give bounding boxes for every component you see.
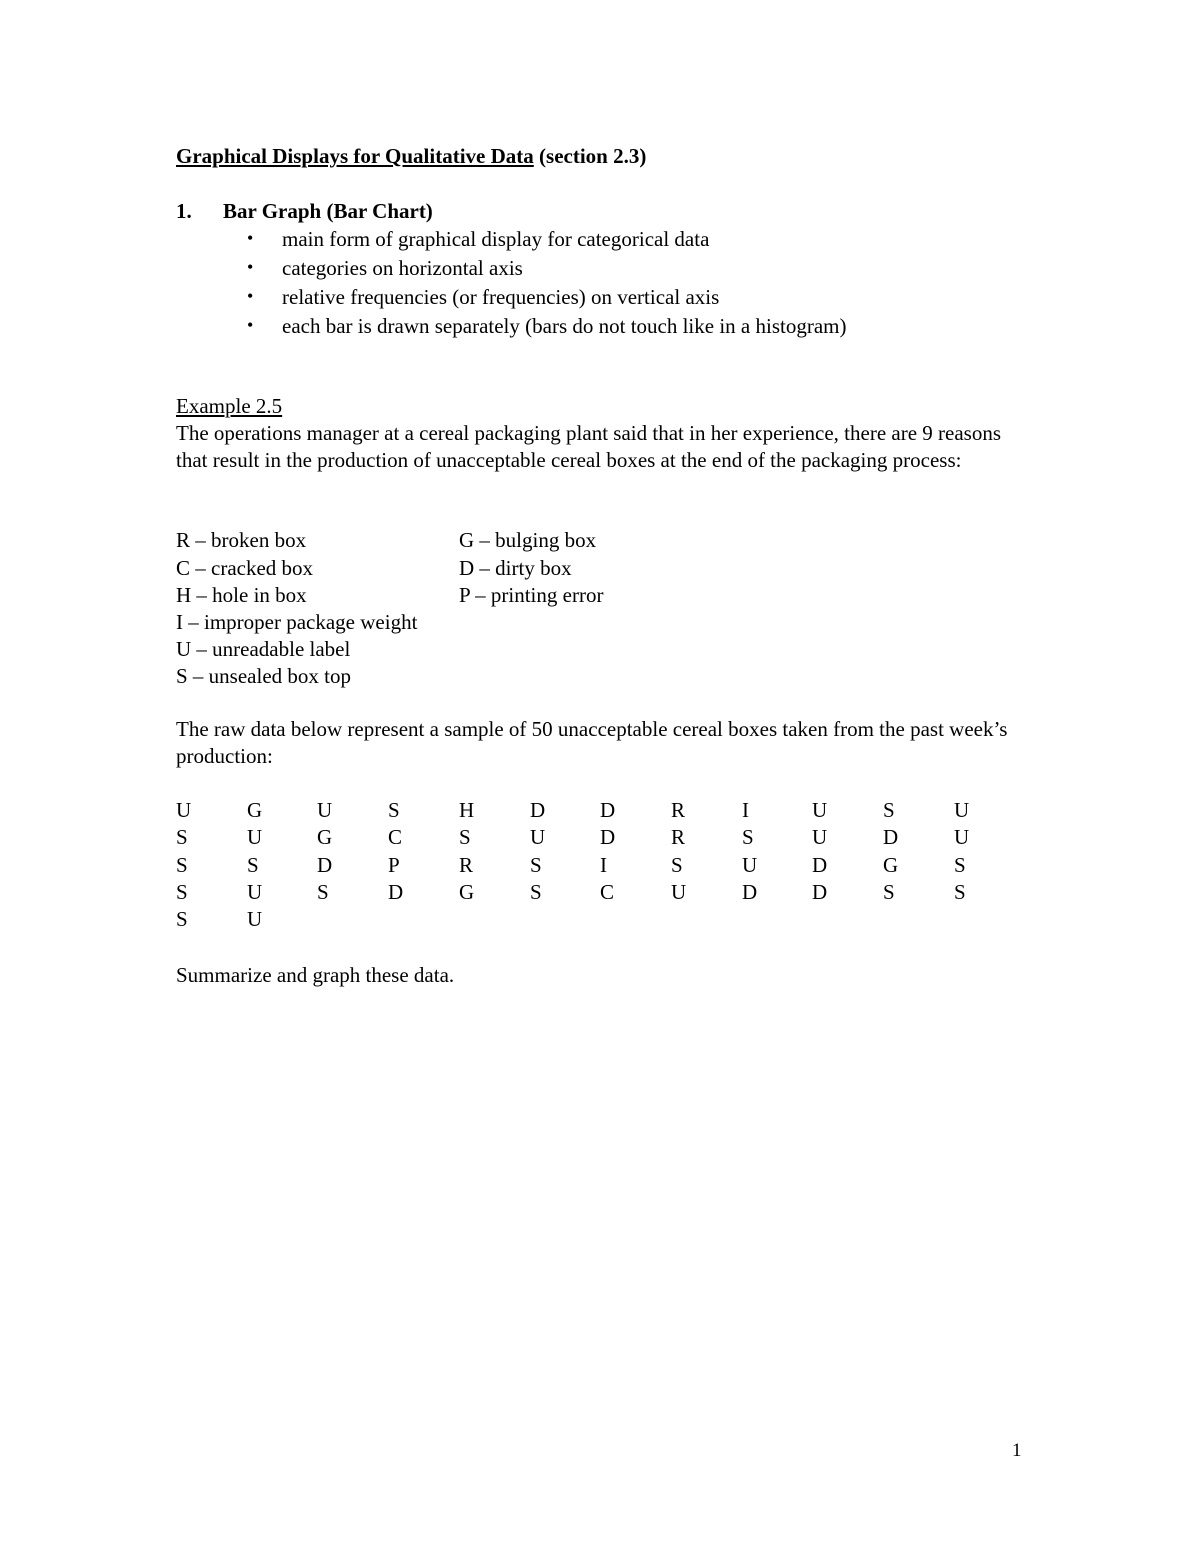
bullet-list	[247, 229, 846, 345]
page-title	[176, 146, 646, 167]
raw-data-cell: I	[600, 853, 607, 877]
title-text: Graphical Displays for Qualitative Data	[176, 144, 534, 168]
raw-data-cell: S	[317, 880, 329, 904]
bullet-text: categories on horizontal axis	[282, 256, 523, 280]
example-title: Example 2.5	[176, 394, 283, 418]
raw-data-cell: U	[812, 825, 828, 849]
raw-data-cell: S	[176, 907, 188, 931]
raw-data-cell: H	[459, 798, 475, 822]
raw-data-cell: I	[742, 798, 749, 822]
code-right: G – bulging box	[459, 528, 597, 552]
raw-data-cell: P	[388, 853, 400, 877]
raw-data-cell: U	[954, 825, 970, 849]
raw-data-cell: S	[883, 798, 895, 822]
raw-data-cell: G	[247, 798, 263, 822]
raw-data-cell: G	[459, 880, 475, 904]
raw-data-cell: D	[600, 825, 616, 849]
raw-data-cell: D	[812, 880, 828, 904]
raw-data-cell: G	[317, 825, 333, 849]
code-left: I – improper package weight	[176, 610, 418, 634]
raw-data-cell: U	[317, 798, 333, 822]
raw-data-cell: S	[530, 853, 542, 877]
code-right: D – dirty box	[459, 556, 572, 580]
title-section: (section 2.3)	[533, 144, 647, 168]
raw-data-cell: U	[530, 825, 546, 849]
raw-data-cell: R	[671, 798, 686, 822]
code-left: C – cracked box	[176, 556, 314, 580]
bullet-text: relative frequencies (or frequencies) on vertical axis	[282, 285, 720, 309]
raw-data-cell: U	[812, 798, 828, 822]
raw-data-cell: S	[176, 853, 188, 877]
task-text: Summarize and graph these data.	[176, 963, 455, 987]
code-left: R – broken box	[176, 528, 307, 552]
raw-data-cell: D	[812, 853, 828, 877]
bullet-text: main form of graphical display for categorical data	[282, 227, 710, 251]
raw-data-cell: U	[671, 880, 687, 904]
raw-data-cell: R	[671, 825, 686, 849]
raw-data-cell: S	[954, 880, 966, 904]
raw-data-cell: U	[247, 907, 263, 931]
raw-data-cell: S	[742, 825, 754, 849]
raw-data-cell: U	[742, 853, 758, 877]
raw-data-cell: C	[388, 825, 403, 849]
raw-data-cell: S	[176, 880, 188, 904]
bullet-item	[247, 258, 846, 287]
bullet-icon: •	[247, 315, 254, 335]
raw-data-cell: S	[176, 825, 188, 849]
raw-data-cell: D	[530, 798, 546, 822]
raw-data-cell: U	[954, 798, 970, 822]
code-right: P – printing error	[459, 583, 604, 607]
raw-data-cell: S	[388, 798, 400, 822]
bullet-icon: •	[247, 286, 254, 306]
raw-data-cell: S	[247, 853, 259, 877]
raw-data-cell: S	[954, 853, 966, 877]
raw-data-cell: U	[247, 825, 263, 849]
raw-data-cell: D	[388, 880, 404, 904]
code-left: U – unreadable label	[176, 637, 351, 661]
raw-data-cell: S	[883, 880, 895, 904]
code-left: H – hole in box	[176, 583, 307, 607]
raw-data-cell: C	[600, 880, 615, 904]
raw-data-cell: D	[883, 825, 899, 849]
example-intro: The operations manager at a cereal packaging plant said that in her experience, there are 9 reasons that result in the production of unacceptable cereal boxes at the end of the packaging process:	[176, 421, 1002, 472]
raw-data-intro: The raw data below represent a sample of 50 unacceptable cereal boxes taken from the past week’s production:	[176, 717, 1008, 768]
raw-data-cell: D	[600, 798, 616, 822]
item-number: 1.	[176, 199, 192, 223]
raw-data-cell: U	[247, 880, 263, 904]
item-title: Bar Graph (Bar Chart)	[223, 199, 433, 223]
raw-data-cell: U	[176, 798, 192, 822]
raw-data-cell: S	[530, 880, 542, 904]
raw-data-cell: D	[742, 880, 758, 904]
raw-data-cell: G	[883, 853, 899, 877]
bullet-text: each bar is drawn separately (bars do not touch like in a histogram)	[282, 314, 847, 338]
bullet-item	[247, 316, 846, 345]
page-number: 1	[1012, 1440, 1022, 1461]
bullet-icon: •	[247, 257, 254, 277]
code-left: S – unsealed box top	[176, 664, 351, 688]
raw-data-cell: S	[671, 853, 683, 877]
raw-data-cell: S	[459, 825, 471, 849]
raw-data-cell: R	[459, 853, 474, 877]
bullet-icon: •	[247, 228, 254, 248]
raw-data-cell: D	[317, 853, 333, 877]
bullet-item	[247, 229, 846, 258]
bullet-item	[247, 287, 846, 316]
